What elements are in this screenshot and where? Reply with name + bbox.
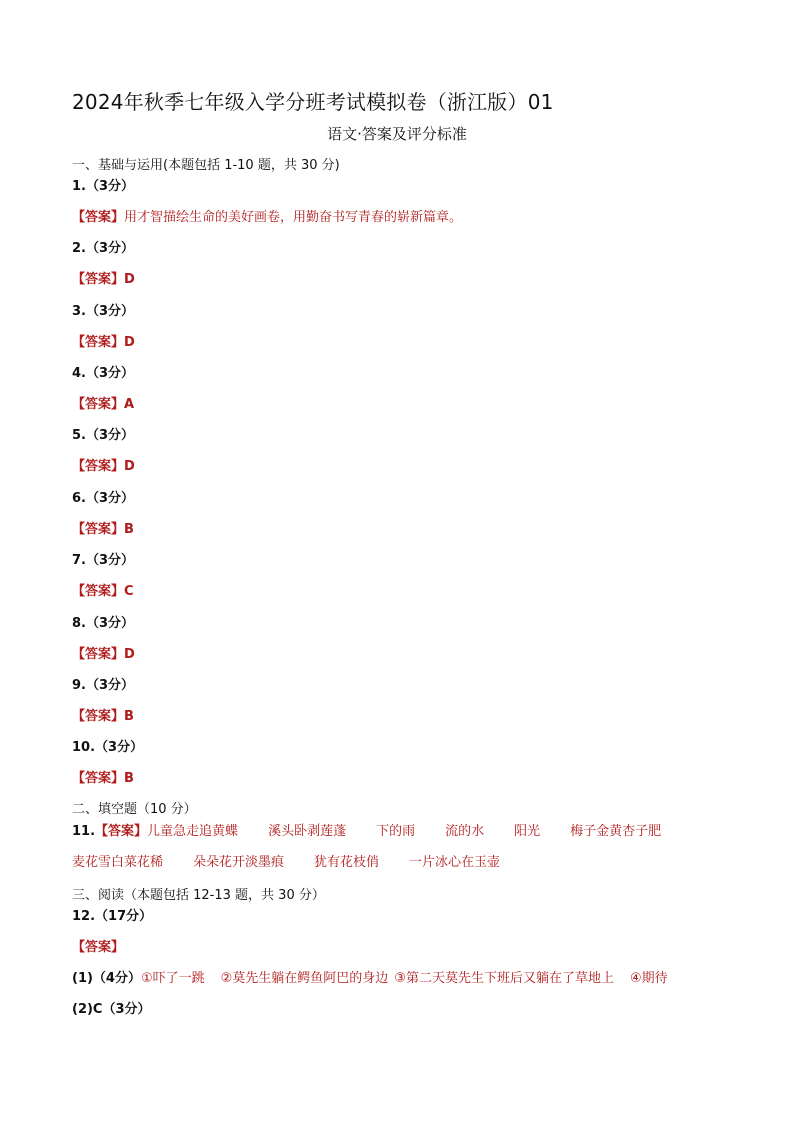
question-5-answer [72, 459, 135, 475]
blank-answer: 梅子金黄杏子肥 [570, 824, 662, 839]
blank-answer: 犹有花枝俏 [314, 855, 380, 870]
question-12-answer-tag: 【答案】 [72, 940, 125, 955]
answer-text: A [124, 397, 135, 412]
answer-text: D [124, 459, 135, 474]
page-subtitle: 语文·答案及评分标准 [327, 125, 467, 143]
answer-text: B [124, 709, 134, 724]
question-8-label: 8.（3分） [72, 616, 135, 631]
answer-tag: 【答案】 [72, 584, 125, 599]
question-3-label: 3.（3分） [72, 304, 135, 319]
answer-tag: 【答案】 [72, 522, 125, 537]
question-5-label: 5.（3分） [72, 428, 135, 443]
question-11-label: 11. [72, 824, 96, 839]
sub-answer-item: ④期待 [629, 971, 668, 986]
question-9-label: 9.（3分） [72, 678, 135, 693]
blank-answer: 儿童急走追黄蝶 [147, 824, 239, 839]
question-1-answer [72, 210, 462, 226]
question-10-answer [72, 771, 134, 787]
answer-text: B [124, 771, 134, 786]
answer-text: D [124, 272, 135, 287]
question-2-answer [72, 272, 135, 288]
question-1-label: 1.（3分） [72, 179, 135, 194]
blank-answer: 朵朵花开淡墨痕 [193, 855, 285, 870]
answer-text: B [124, 522, 134, 537]
question-10-label: 10.（3分） [72, 740, 144, 755]
answer-text: D [124, 647, 135, 662]
answer-text: D [124, 335, 135, 350]
section-2-heading: 二、填空题（10 分） [72, 802, 197, 817]
blank-answer: 溪头卧剥莲蓬 [268, 824, 347, 839]
question-7-answer [72, 584, 134, 600]
question-4-label: 4.（3分） [72, 366, 135, 381]
section-1-heading: 一、基础与运用(本题包括 1-10 题，共 30 分) [72, 158, 340, 173]
blank-answer: 一片冰心在玉壶 [409, 855, 501, 870]
answer-text: 用才智描绘生命的美好画卷，用勤奋书写青春的崭新篇章。 [124, 210, 463, 225]
answer-tag: 【答案】 [72, 709, 125, 724]
section-3-heading: 三、阅读（本题包括 12-13 题，共 30 分） [72, 888, 325, 903]
question-9-answer [72, 709, 134, 725]
sub-question-label: (1)（4分） [72, 971, 141, 986]
answer-tag: 【答案】 [95, 824, 148, 839]
question-4-answer [72, 397, 134, 413]
answer-tag: 【答案】 [72, 210, 125, 225]
answer-tag: 【答案】 [72, 397, 125, 412]
answer-tag: 【答案】 [72, 647, 125, 662]
question-11-answer-row-1 [72, 824, 661, 840]
question-6-answer [72, 522, 134, 538]
blank-answer: 下的雨 [376, 824, 416, 839]
blank-answer: 阳光 [514, 824, 541, 839]
answer-tag: 【答案】 [72, 459, 125, 474]
question-7-label: 7.（3分） [72, 553, 135, 568]
blank-answer: 麦花雪白菜花稀 [72, 855, 164, 870]
question-8-answer [72, 647, 135, 663]
question-12-sub-2: (2)C（3分） [72, 1002, 151, 1017]
answer-tag: 【答案】 [72, 771, 125, 786]
question-11-answer-row-2 [72, 855, 500, 871]
question-12-label: 12.（17分） [72, 909, 153, 924]
answer-tag: 【答案】 [72, 335, 125, 350]
blank-answer: 流的水 [445, 824, 485, 839]
sub-answer-item: ①吓了一跳 [140, 971, 205, 986]
answer-text: C [124, 584, 134, 599]
question-12-sub-1 [72, 971, 668, 987]
question-3-answer [72, 335, 135, 351]
question-6-label: 6.（3分） [72, 491, 135, 506]
page-title: 2024年秋季七年级入学分班考试模拟卷（浙江版）01 [72, 90, 554, 114]
sub-answer-item: ③第二天莫先生下班后又躺在了草地上 [394, 971, 614, 986]
answer-tag: 【答案】 [72, 272, 125, 287]
question-2-label: 2.（3分） [72, 241, 135, 256]
sub-answer-item: ②莫先生躺在鳄鱼阿巴的身边 [220, 971, 389, 986]
